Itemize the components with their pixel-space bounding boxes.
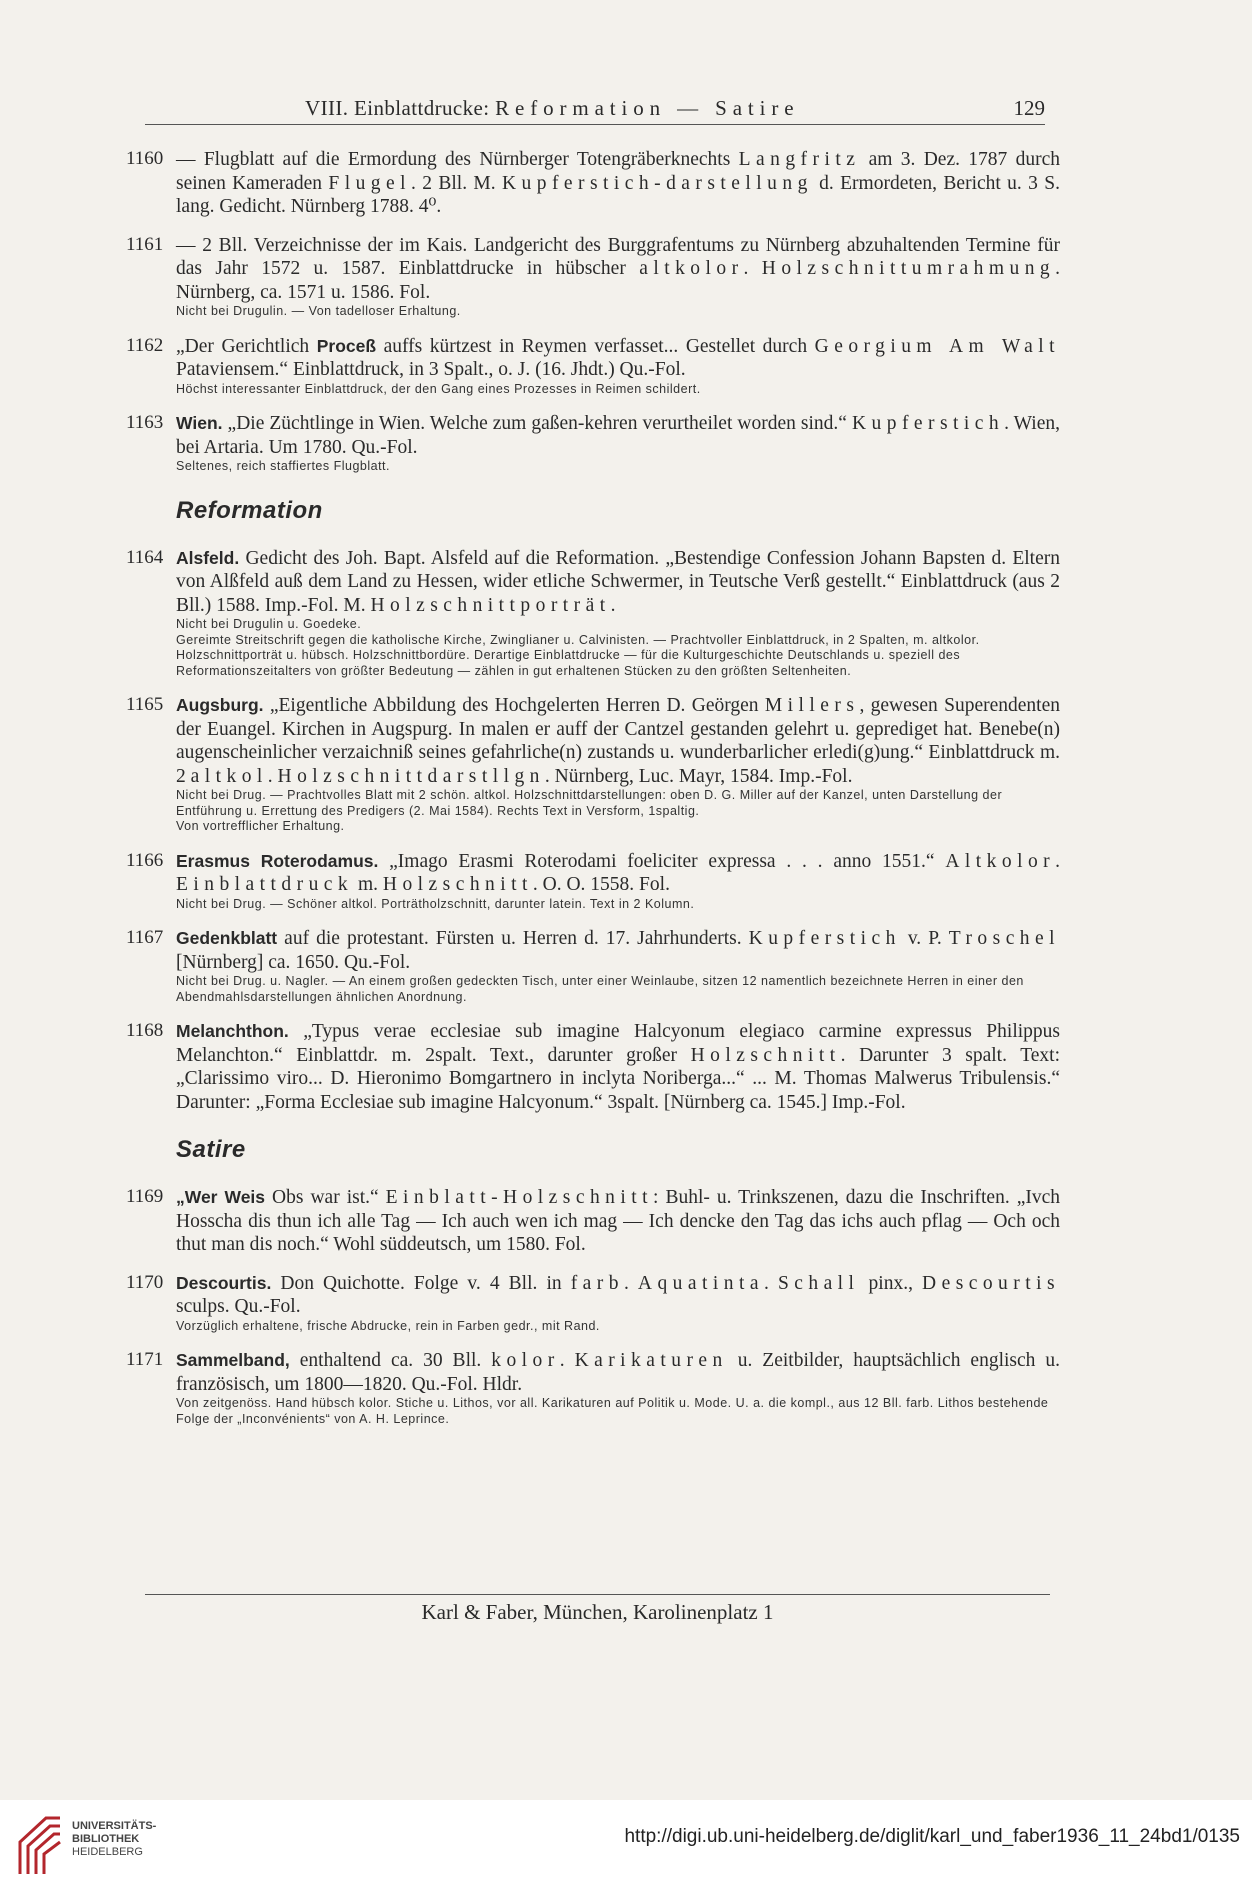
entry-number: 1163	[126, 412, 164, 433]
entry-number: 1167	[126, 927, 164, 948]
entry-number: 1166	[126, 849, 164, 871]
entry-keyword: Melanchthon.	[176, 1021, 289, 1041]
entry-text-part: .	[623, 1272, 638, 1294]
entry-text-part: . Wien, bei Artaria. Um 1780. Qu.-Fol.	[176, 413, 1060, 458]
section-heading-reformation: Reformation	[176, 496, 323, 524]
catalog-entry	[126, 547, 1060, 680]
entry-keyword: Augsburg.	[176, 695, 264, 715]
entry-keyword: Erasmus Roterodamus.	[176, 850, 379, 871]
header-title	[305, 96, 799, 121]
catalog-entry	[126, 694, 1060, 835]
entry-spaced-term: Georgium Am Walt	[814, 335, 1061, 357]
entries-reformation	[126, 547, 1060, 1115]
entry-text-part: — 2 Bll. Verzeichnisse der im Kais. Landgericht des Burggrafentums zu Nürnberg abzuhaltenden Termine für das Jahr 1572 u. 1587. Einblattdrucke in hübscher	[176, 234, 1060, 279]
entry-text-part: .	[610, 594, 616, 616]
entry-text-part: „Die Züchtlinge in Wien. Welche zum gaßen-kehren verurtheilet worden sind.“	[222, 413, 852, 434]
entry-text-part: Obs war ist.“	[265, 1187, 386, 1208]
entry-keyword: Sammelband,	[176, 1350, 290, 1370]
page-number: 129	[1013, 96, 1045, 120]
library-line-2: BIBLIOTHEK	[72, 1833, 140, 1845]
entry-text-part: „Imago Erasmi Roterodami foeliciter expressa . . . anno 1551.“	[378, 850, 946, 872]
entry-number: 1165	[126, 694, 164, 715]
entry-text-part: — Flugblatt auf die Ermordung des Nürnberger Totengräberknechts	[176, 149, 739, 170]
entry-text	[176, 148, 1060, 219]
entry-text-part: : Buhl- u. Trinkszenen, dazu die Inschriften. „Ivch Hosscha dis thun ich alle Tag — Ich auch wen ich mag — Ich dencke den Tag das ichs auch pflag — Och och thut man dis noch.“ Wohl süddeutsch, um 1580. Fol.	[176, 1187, 1061, 1255]
entry-spaced-term: Einblattdruck	[176, 874, 354, 895]
entry-text-part: , gewesen Superendenten der Euangel. Kirchen in Augspurg. In malen er auff der Cantzel gestanden gelehrt u. geprediget hat. Benebe(n) augenscheinlicher verzaichniß seines gefahrliche(n) zustands u. wunderbarlicher erledi(g)ung.“ Einblattdruck m. 2	[176, 695, 1060, 787]
entry-text	[176, 1272, 1060, 1319]
catalog-entry	[126, 1349, 1060, 1427]
entry-number: 1170	[126, 1271, 164, 1293]
library-name	[72, 1820, 156, 1859]
catalog-entry	[126, 850, 1060, 913]
entry-note: Gereimte Streitschrift gegen die katholische Kirche, Zwinglianer u. Calvinisten. — Prachtvoller Einblattdruck, in 2 Spalten, m. altkolor. Holzschnittporträt u. hübsch. Holzschnittbordüre. Derartige Einblattdrucke — für die Kulturgeschichte Deutschlands u. speziell des Reformationszeitalters von größter Bedeutung — zählen in gut erhaltenen Stücken zu den größten Seltenheiten.	[176, 632, 980, 678]
entry-spaced-term: farb	[570, 1272, 624, 1294]
entry-number: 1164	[126, 546, 164, 568]
entry-number: 1162	[126, 334, 164, 356]
entry-text	[176, 547, 1060, 618]
entries-satire	[126, 1186, 1060, 1427]
entry-text-part: .	[267, 765, 278, 787]
catalog-entry	[126, 1186, 1060, 1257]
entry-spaced-term: altkolor	[639, 258, 744, 279]
library-line-3: HEIDELBERG	[72, 1846, 143, 1858]
entry-text-part: . Nürnberg, ca. 1571 u. 1586. Fol.	[176, 258, 1060, 303]
entry-text-part: .	[743, 258, 762, 279]
entry-text-part: .	[763, 1272, 778, 1294]
entry-note: Von zeitgenöss. Hand hübsch kolor. Stiche u. Lithos, vor all. Karikaturen auf Politik u. Mode. U. a. die kompl., aus 12 Bll. farb. Lithos bestehende Folge der „Inconvénients“ von A. H. Leprince.	[176, 1396, 1049, 1426]
entry-note: Seltenes, reich staffiertes Flugblatt.	[176, 459, 391, 473]
catalog-entry	[126, 148, 1060, 219]
entry-text-part: u. Zeitbilder, hauptsächlich englisch u. französisch, um 1800—1820. Qu.-Fol. Hldr.	[176, 1350, 1060, 1395]
catalog-entry	[126, 234, 1060, 320]
entry-keyword: Wien.	[176, 413, 223, 433]
entry-keyword: Proceß	[316, 335, 377, 356]
entry-text-part: am 3. Dez. 1787 durch seinen Kameraden	[176, 149, 1060, 194]
header-title-spaced: Reformation — Satire	[495, 96, 800, 120]
entry-text-part: . 2 Bll. M.	[411, 172, 503, 194]
entry-spaced-term: Holzschnittumrahmung	[761, 258, 1056, 279]
entry-note: Nicht bei Drugulin u. Goedeke.	[176, 617, 362, 631]
entry-note: Vorzüglich erhaltene, frische Abdrucke, rein in Farben gedr., mit Rand.	[176, 1318, 600, 1333]
entry-note: Nicht bei Drug. u. Nagler. — An einem großen gedeckten Tisch, unter einer Weinlaube, sitzen 12 namentlich bezeichnete Herren in einer den Abendmahlsdarstellungen ähnlichen Anordnung.	[176, 974, 1024, 1004]
entry-spaced-term: Holzschnittporträt	[370, 594, 611, 616]
entry-text-part: . Darunter 3 spalt. Text: „Clarissimo viro... D. Hieronimo Bomgartnero in inclyta Noriberga...“ ... M. Thomas Malwerus Tribulensis.“ Darunter: „Forma Ecclesiae sub imagine Halcyonum.“ 3spalt. [Nürnberg ca. 1545.] Imp.-Fol.	[176, 1044, 1060, 1113]
entry-spaced-term: Troschel	[948, 928, 1061, 949]
entry-note: Nicht bei Drug. — Schöner altkol. Porträtholzschnitt, darunter latein. Text in 2 Kolumn.	[176, 896, 695, 911]
entry-spaced-term: Aquatinta	[637, 1272, 764, 1294]
entry-text	[176, 1186, 1060, 1257]
entry-spaced-term: Flugel	[328, 172, 412, 194]
entry-spaced-term: Millers	[764, 695, 860, 716]
entry-number: 1171	[126, 1349, 164, 1370]
entry-text-part: .	[559, 1350, 575, 1371]
entry-number: 1168	[126, 1020, 164, 1041]
entry-spaced-term: Einblatt-Holzschnitt	[385, 1187, 654, 1208]
entry-spaced-term: Holzschnitt	[690, 1044, 841, 1066]
entry-spaced-term: Langfritz	[738, 149, 861, 170]
library-logo-icon	[16, 1814, 64, 1878]
entry-note: Höchst interessanter Einblattdruck, der den Gang eines Prozesses in Reimen schildert.	[176, 381, 701, 396]
entry-text-part: . O. O. 1558. Fol.	[532, 874, 670, 895]
entry-text-part: Don Quichotte. Folge v. 4 Bll. in	[271, 1272, 571, 1294]
entry-spaced-term: Altkolor	[945, 850, 1056, 872]
entry-text-part: „Typus verae ecclesiae sub imagine Halcyonum elegiaco carmine expressus Philippus Melanchton.“ Einblattdr. m. 2spalt. Text., darunter großer	[176, 1021, 1060, 1066]
entry-number: 1160	[126, 148, 164, 169]
entry-text-part: „Eigentliche Abbildung des Hochgelerten Herren D. Geörgen	[263, 695, 765, 716]
entry-text-part: .	[1055, 850, 1060, 872]
catalog-entry	[126, 335, 1060, 398]
entry-spaced-term: Karikaturen	[574, 1350, 728, 1371]
entry-spaced-term: Kupferstich	[851, 413, 1005, 434]
entry-note: Nicht bei Drugulin. — Von tadelloser Erhaltung.	[176, 304, 461, 318]
entry-keyword: Alsfeld.	[176, 547, 240, 568]
publisher-line: Karl & Faber, München, Karolinenplatz 1	[421, 1600, 774, 1624]
digitization-bar	[0, 1800, 1252, 1892]
entry-text-part: Gedicht des Joh. Bapt. Alsfeld auf die Reformation. „Bestendige Confession Johann Bapsten d. Eltern von Alßfeld auß dem Land zu Hessen, wider etliche Schwermer, in Teutsche Verß gestellt.“ Einblattdruck (aus 2 Bll.) 1588. Imp.-Fol. M.	[176, 547, 1060, 616]
catalog-entry	[126, 1020, 1060, 1114]
entry-text-part: d. Ermordeten, Bericht u. 3 S. lang. Gedicht. Nürnberg 1788. 4⁰.	[176, 172, 1060, 217]
entry-spaced-term: Holzschnittdarstllgn	[277, 765, 545, 787]
entry-text-part: pinx.,	[859, 1272, 923, 1294]
entry-text-part: auf die protestant. Fürsten u. Herren d. 17. Jahrhunderts.	[277, 928, 749, 949]
entry-spaced-term: Descourtis	[922, 1272, 1061, 1294]
header-title-prefix: VIII. Einblattdrucke:	[305, 96, 490, 120]
entry-text	[176, 1349, 1060, 1396]
entry-spaced-term: Kupferstich	[748, 928, 901, 949]
entry-text	[176, 1020, 1060, 1114]
running-header	[145, 96, 1045, 126]
entry-spaced-term: altkol	[190, 765, 268, 787]
library-line-1: UNIVERSITÄTS-	[72, 1820, 157, 1832]
entry-text	[176, 927, 1060, 974]
entry-text	[176, 234, 1060, 305]
section-heading-satire: Satire	[176, 1136, 246, 1163]
entry-keyword: Gedenkblatt	[176, 928, 278, 948]
entry-keyword: „Wer Weis	[176, 1187, 266, 1207]
catalog-entry	[126, 412, 1060, 475]
entry-spaced-term: kolor	[491, 1350, 560, 1371]
footer-rule	[145, 1594, 1050, 1595]
entry-text-part: enthaltend ca. 30 Bll.	[289, 1350, 492, 1371]
entry-spaced-term: Schall	[777, 1272, 860, 1294]
entry-text-part: sculps. Qu.-Fol.	[176, 1296, 301, 1317]
entry-note: Nicht bei Drug. — Prachtvolles Blatt mit 2 schön. altkol. Holzschnittdarstellungen: oben D. G. Miller auf der Kanzel, unten Darstellung der Entführung u. Errettung des Predigers (2. Mai 1584). Rechts Text in Versform, 1spaltig.	[176, 788, 1003, 818]
source-url-link[interactable]: http://digi.ub.uni-heidelberg.de/diglit/karl_und_faber1936_11_24bd1/0135	[624, 1826, 1240, 1847]
entry-spaced-term: Kupferstich-darstellung	[502, 172, 813, 194]
catalog-entry	[126, 927, 1060, 1005]
entry-text-part: „Der Gerichtlich	[176, 335, 317, 357]
catalog-entry	[126, 1272, 1060, 1335]
header-rule	[145, 124, 1045, 125]
entry-text	[176, 694, 1060, 788]
entry-keyword: Descourtis.	[176, 1272, 272, 1293]
catalog-content	[126, 148, 1060, 1442]
entries-top	[126, 148, 1060, 475]
entry-number: 1161	[126, 233, 164, 255]
entry-note: Von vortrefflicher Erhaltung.	[176, 819, 345, 833]
entry-spaced-term: Holzschnitt	[382, 874, 533, 895]
entry-text-part: Pataviensem.“ Einblattdruck, in 3 Spalt., o. J. (16. Jhdt.) Qu.-Fol.	[176, 359, 686, 380]
entry-text-part: [Nürnberg] ca. 1650. Qu.-Fol.	[176, 951, 411, 973]
entry-text-part: . Nürnberg, Luc. Mayr, 1584. Imp.-Fol.	[544, 765, 853, 787]
entry-number: 1169	[126, 1186, 164, 1207]
entry-text-part: auffs kürtzest in Reymen verfasset... Gestellet durch	[376, 335, 815, 357]
entry-text-part: m.	[353, 874, 383, 895]
entry-text	[176, 412, 1060, 459]
entry-text	[176, 850, 1060, 897]
entry-text-part: v. P.	[900, 928, 949, 949]
entry-text	[176, 335, 1060, 382]
